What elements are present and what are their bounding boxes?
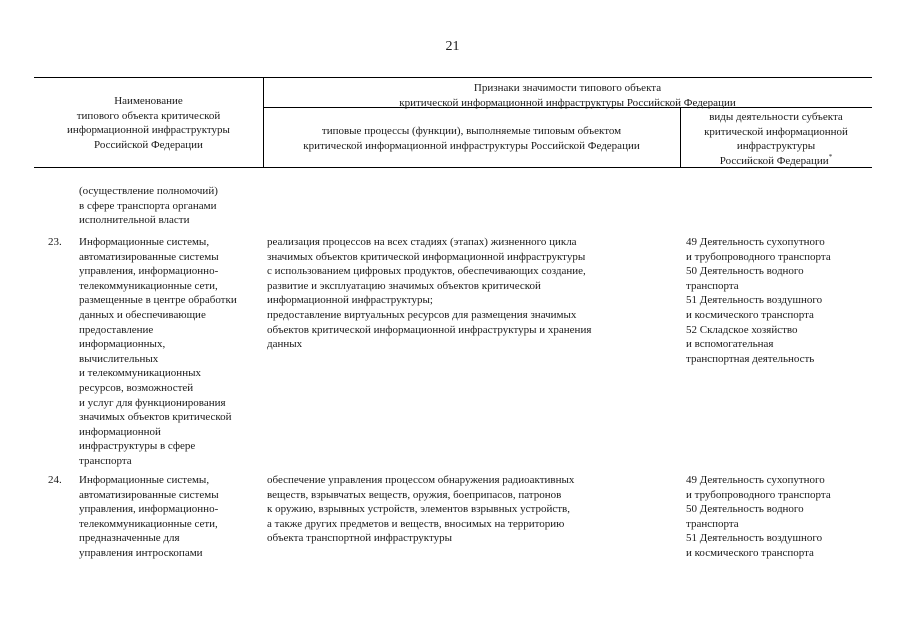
table-top-border: [34, 77, 872, 78]
row-24-activities-cell: 49 Деятельность сухопутного и трубопроводного транспорта 50 Деятельность водного транспорта 51 Деятельность воздушного и космического транспорта: [686, 474, 831, 559]
row-23-activities-cell: 49 Деятельность сухопутного и трубопроводного транспорта 50 Деятельность водного транспорта 51 Деятельность воздушного и космического транспорта 52 Складское хозяйство и вспомогательная транспортная деятельность: [686, 236, 831, 365]
row-24-number: 24.: [48, 474, 62, 486]
row-24-processes-cell: обеспечение управления процессом обнаружения радиоактивных веществ, взрывчатых веществ, оружия, боеприпасов, патронов к оружию, взрывных устройств, элементов взрывных устройств, а также других предметов и веществ, вносимых на территорию объекта транспортной инфраструктуры: [267, 474, 575, 545]
row-23-number: 23.: [48, 236, 62, 248]
header-signs-title: Признаки значимости типового объекта критической информационной инфраструктуры Российской Федерации: [399, 82, 736, 109]
row-23-name-cell: Информационные системы, автоматизированные системы управления, информационно- телекоммуникационные сети, размещенные в центре обработки данных и обеспечивающие предоставление информационных, вычислительных и телекоммуникационных ресурсов, возможностей и услуг для функционирования значимых объектов критической информационной инфраструктуры в сфере транспорта: [79, 236, 237, 467]
header-activities-column: виды деятельности субъекта критической информационной инфраструктуры Российской Федерации*: [704, 111, 848, 167]
header-name-column: Наименование типового объекта критической информационной инфраструктуры Российской Федерации: [67, 95, 230, 151]
page-number: 21: [445, 39, 460, 54]
header-processes-column: типовые процессы (функции), выполняемые типовым объектом критической информационной инфраструктуры Российской Федерации: [303, 125, 640, 152]
continuation-name-cell: (осуществление полномочий) в сфере транспорта органами исполнительной власти: [79, 185, 218, 227]
row-23-processes-cell: реализация процессов на всех стадиях (этапах) жизненного цикла значимых объектов критической информационной инфраструктуры с использованием цифровых продуктов, обеспечивающих создание, развитие и эксплуатацию значимых объектов критической информационной инфраструктуры; предоставление виртуальных ресурсов для размещения значимых объектов критической информационной инфраструктуры и хранения данных: [267, 236, 592, 351]
footnote-mark: *: [828, 152, 833, 161]
row-24-name-cell: Информационные системы, автоматизированные системы управления, информационно- телекоммуникационные сети, предназначенные для управления интроскопами: [79, 474, 219, 559]
